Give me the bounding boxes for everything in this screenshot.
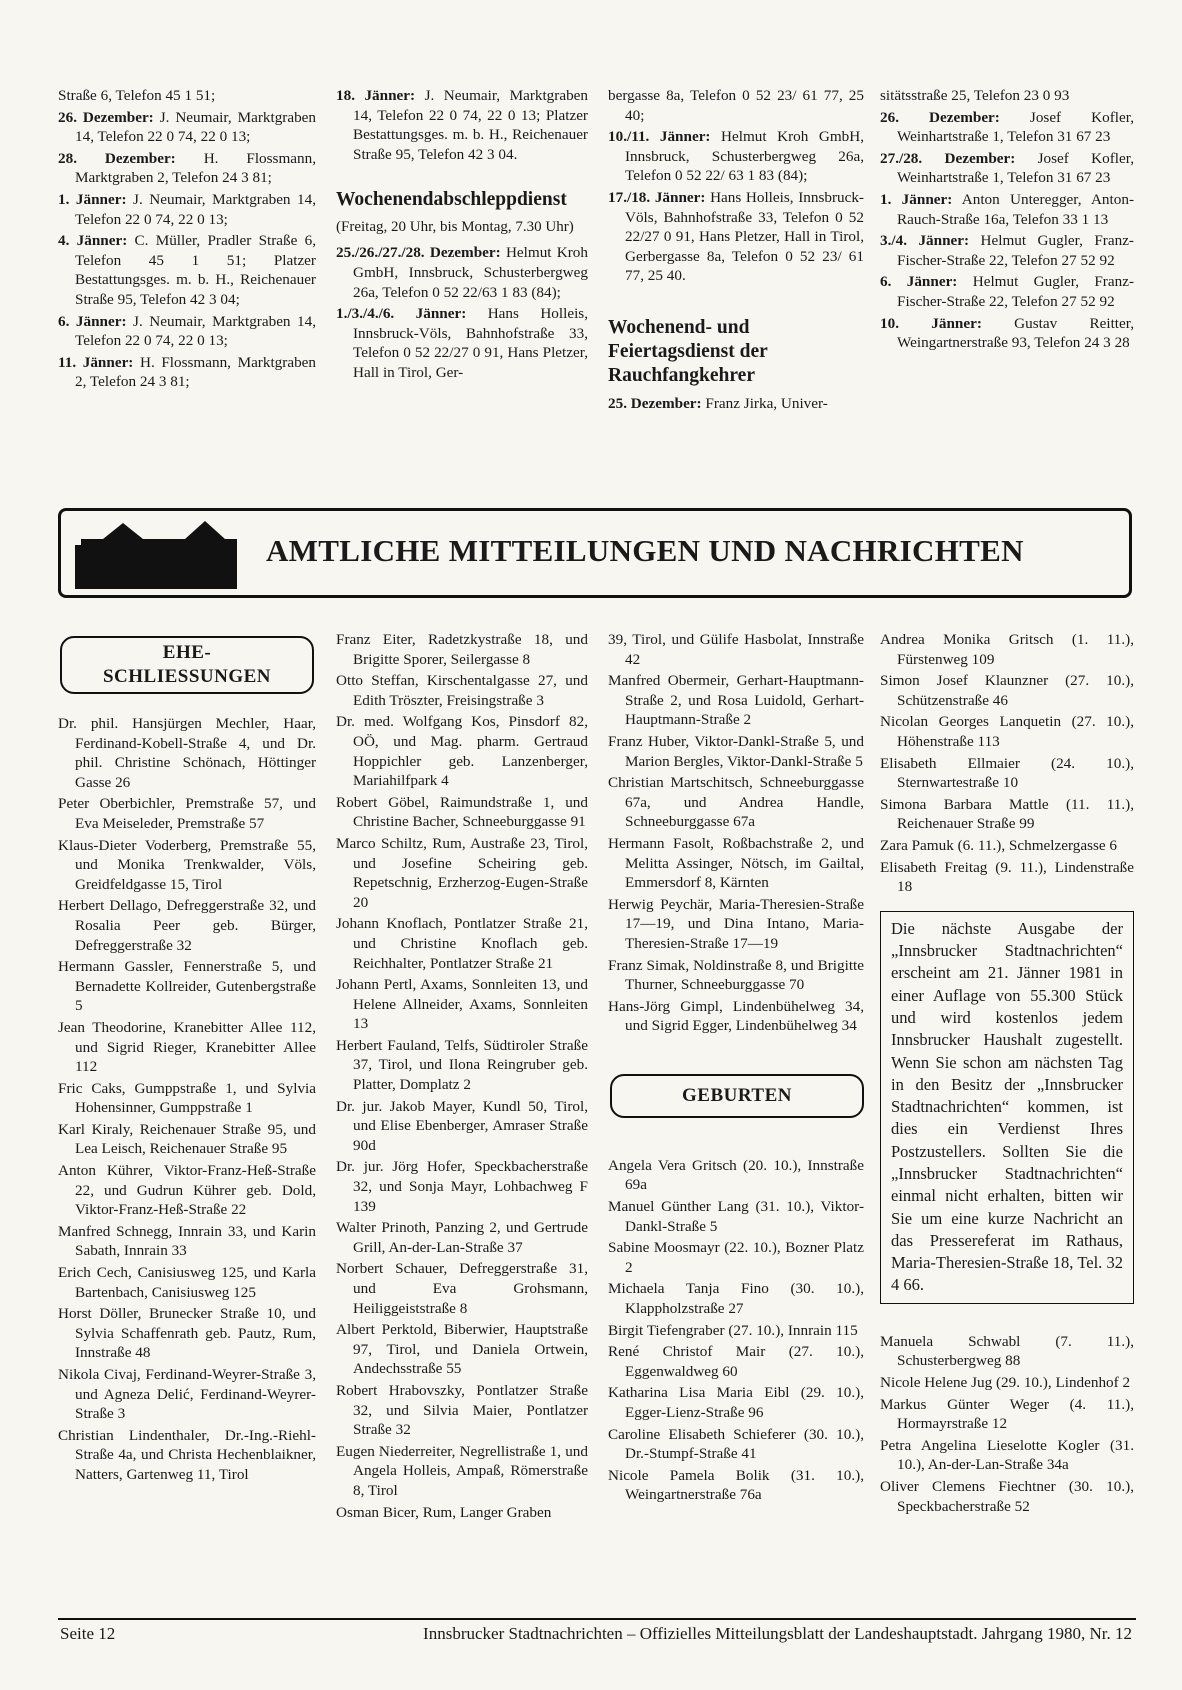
towing-entries-continued [608,86,864,286]
entry-text: J. Neumair, Marktgraben 14, Telefon 22 0 74, 22 0 13; [75,108,317,146]
list-entry: Markus Günter Weger (4. 11.), Hormayrstraße 12 [880,1395,1134,1433]
list-entry: Simon Josef Klaunzner (27. 10.), Schützenstraße 46 [880,672,1134,709]
list-entry: Norbert Schauer, Defreggerstraße 31, und Eva Grohsmann, Heiliggeiststraße 8 [336,1260,588,1317]
entry-text: Franz Jirka, Univer- [705,394,828,412]
chimney-sweep-heading: Wochenend- und Feiertagsdienst der Rauchfangkehrer [608,316,768,386]
entry-date: 18. Jänner: [336,87,416,104]
list-entry: Christian Martschitsch, Schneeburggasse 67a, und Andrea Handle, Schneeburggasse 67a [608,774,864,831]
entry-date: 10. Jänner: [880,314,982,332]
entry-text: Anton Unteregger, Anton-Rauch-Straße 16a, Telefon 33 1 13 [897,190,1134,228]
list-entry: Eugen Niederreiter, Negrellistraße 1, und Angela Holleis, Ampaß, Römerstraße 8, Tirol [336,1442,588,1499]
entry-date: 25./26./27./28. Dezember: [336,244,501,262]
entry-text: Helmut Gugler, Franz-Fischer-Straße 22, Telefon 27 52 92 [897,273,1134,310]
list-entry: Simona Barbara Mattle (11. 11.), Reichenauer Straße 99 [880,795,1134,833]
city-towers-logo-icon [73,515,243,593]
entry-text: H. Flossmann, Marktgraben 2, Telefon 24 3 81; [75,149,317,187]
list-entry [880,86,1134,106]
list-entry: Johann Knoflach, Pontlatzer Straße 21, und Christine Knoflach geb. Reichhalter, Pontlatzer Straße 21 [336,915,588,972]
entry-date: 6. Jänner: [58,312,127,330]
entry-date: 27./28. Dezember: [880,149,1016,167]
list-entry: Christian Lindenthaler, Dr.-Ing.-Riehl-Straße 4a, und Christa Hechenblaikner, Natters, Gartenweg 11, Tirol [58,1426,316,1483]
marriages-heading-line2: SCHLIESSUNGEN [102,666,272,687]
list-entry: Angela Vera Gritsch (20. 10.), Innstraße 69a [608,1156,864,1194]
births-list-3 [880,1332,1134,1516]
list-entry: Marco Schiltz, Rum, Austraße 23, Tirol, und Josefine Scheiring geb. Repetschnig, Erzherzog-Eugen-Straße 20 [336,834,588,911]
top-column-4 [880,86,1134,355]
entry-date: 3./4. Jänner: [880,232,970,250]
list-entry: Andrea Monika Gritsch (1. 11.), Fürstenweg 109 [880,631,1134,668]
list-entry: Erich Cech, Canisiusweg 125, und Karla Bartenbach, Canisiusweg 125 [58,1264,316,1301]
entry-text: H. Flossmann, Marktgraben 2, Telefon 24 3 81; [75,353,317,391]
next-issue-notice: Die nächste Ausgabe der „Innsbrucker Stadtnachrichten“ erscheint am 21. Jänner 1981 in einer Auflage von 55.300 Stück und wird kostenlos jedem Innsbrucker Haushalt zugestellt. Wenn Sie schon am nächsten Tag in den Besitz der „Innsbrucker Stadtnachrichten“ kommen, ist dies ein Verdienst Ihres Postzustellers. Sollten Sie die „Innsbrucker Stadtnachrichten“ einmal nicht erhalten, bitten wir Sie um eine kurze Nachricht an das Pressereferat im Rathaus, Maria-Theresien-Straße 18, Tel. 32 4 66. [880,911,1134,1304]
list-entry [880,149,1134,188]
list-entry: Franz Simak, Noldinstraße 8, und Brigitte Thurner, Schneeburggasse 70 [608,956,864,994]
entry-date: 1. Jänner: [880,190,953,208]
list-entry: Franz Eiter, Radetzkystraße 18, und Brigitte Sporer, Seilergasse 8 [336,631,588,668]
funeral-entries-continued [336,86,588,164]
list-entry: Dr. med. Wolfgang Kos, Pinsdorf 82, OÖ, und Mag. pharm. Gertraud Hoppichler geb. Lanzenberger, Mariahilfpark 4 [336,713,588,790]
list-entry: Hans-Jörg Gimpl, Lindenbühelweg 34, und Sigrid Egger, Lindenbühelweg 34 [608,997,864,1035]
marriages-list-1 [58,714,316,1485]
towing-heading: Wochenendabschleppdienst [336,189,567,211]
entry-date: 1. Jänner: [58,190,127,208]
list-entry: Nicolan Georges Lanquetin (27. 10.), Höhenstraße 113 [880,713,1134,750]
list-entry [58,108,316,147]
entry-date: 6. Jänner: [880,273,958,291]
list-entry: Manfred Obermeir, Gerhart-Hauptmann-Straße 2, und Rosa Luidold, Gerhart-Hauptmann-Straße 2 [608,672,864,729]
entry-text: J. Neumair, Marktgraben 14, Telefon 22 0 74, 22 0 13; [75,190,317,228]
entry-date: 17./18. Jänner: [608,188,706,206]
list-entry [880,190,1134,229]
list-entry: Klaus-Dieter Voderberg, Premstraße 55, und Monika Trenkwalder, Völs, Greidfeldgasse 15, Tirol [58,836,316,893]
list-entry: Osman Bicer, Rum, Langer Graben [336,1503,552,1521]
births-list-2 [880,630,1134,897]
list-entry: René Christof Mair (27. 10.), Eggenwaldweg 60 [608,1343,864,1380]
entry-text: bergasse 8a, Telefon 0 52 23/ 61 77, 25 40; [608,87,864,124]
list-entry: Petra Angelina Lieselotte Kogler (31. 10.), An-der-Lan-Straße 34a [880,1436,1134,1474]
list-entry: Oliver Clemens Fiechtner (30. 10.), Speckbacherstraße 52 [880,1477,1134,1515]
list-entry: Nicole Helene Jug (29. 10.), Lindenhof 2 [880,1373,1131,1391]
page-number: Seite 12 [60,1624,116,1643]
entry-date: 10./11. Jänner: [608,128,711,146]
list-entry: Jean Theodorine, Kranebitter Allee 112, und Sigrid Rieger, Kranebitter Allee 112 [58,1018,316,1076]
list-entry: 39, Tirol, und Gülife Hasbolat, Innstraße 42 [608,631,864,668]
list-entry: Michaela Tanja Fino (30. 10.), Klappholzstraße 27 [608,1280,864,1318]
marriages-column-2 [336,630,588,1524]
list-entry: Herbert Dellago, Defreggerstraße 32, und Rosalia Peer geb. Bürger, Defreggerstraße 32 [58,897,316,954]
list-entry [58,353,316,392]
entry-date: 4. Jänner: [58,232,128,250]
list-entry: Elisabeth Freitag (9. 11.), Lindenstraße 18 [880,858,1134,896]
list-entry [608,86,864,125]
banner-title: AMTLICHE MITTEILUNGEN UND NACHRICHTEN [266,533,1024,568]
list-entry [58,231,316,309]
list-entry: Karl Kiraly, Reichenauer Straße 95, und Lea Leisch, Reichenauer Straße 95 [58,1120,316,1158]
list-entry [880,314,1134,353]
list-entry: Franz Huber, Viktor-Dankl-Straße 5, und Marion Bergles, Viktor-Dankl-Straße 5 [608,732,864,770]
entry-text: Gustav Reitter, Weingartnerstraße 93, Telefon 24 3 28 [897,314,1134,352]
list-entry [336,304,588,382]
list-entry: Herbert Fauland, Telfs, Südtiroler Straße 37, Tirol, und Ilona Reingruber geb. Platter, Domplatz 2 [336,1036,588,1094]
publication-line: Innsbrucker Stadtnachrichten – Offizielles Mitteilungsblatt der Landeshauptstadt. Jahrgang 1980, Nr. 12 [423,1624,1132,1643]
towing-entries [336,243,588,382]
list-entry: Dr. jur. Jakob Mayer, Kundl 50, Tirol, und Elise Ebenberger, Amraser Straße 90d [336,1097,588,1154]
list-entry: Elisabeth Ellmaier (24. 10.), Sternwartestraße 10 [880,754,1134,792]
list-entry: Sabine Moosmayr (22. 10.), Bozner Platz 2 [608,1239,864,1276]
entry-date: 26. Dezember: [880,108,1000,126]
top-column-1 [58,86,316,394]
list-entry: Dr. phil. Hansjürgen Mechler, Haar, Ferdinand-Kobell-Straße 4, und Dr. phil. Christine Schönach, Höttinger Gasse 26 [58,715,316,791]
entry-text: J. Neumair, Marktgraben 14, Telefon 22 0 74, 22 0 13; Platzer Bestattungsges. m. b. H., Reichenauer Straße 95, Telefon 42 3 04. [353,87,589,163]
entry-text: Hans Holleis, Innsbruck-Völs, Bahnhofstraße 33, Telefon 0 52 22/27 0 91, Hans Pletzer, Hall in Tirol, Ger- [353,305,588,381]
entry-text: Josef Kofler, Weinhartstraße 1, Telefon 31 67 23 [897,108,1134,146]
towing-hours: (Freitag, 20 Uhr, bis Montag, 7.30 Uhr) [336,219,574,236]
list-entry: Hermann Gassler, Fennerstraße 5, und Bernadette Kollreider, Gutenbergstraße 5 [58,958,316,1015]
list-entry [336,86,588,164]
list-entry: Manfred Schnegg, Innrain 33, und Karin Sabath, Innrain 33 [58,1222,316,1260]
entry-date: 26. Dezember: [58,108,154,126]
entry-text: Helmut Gugler, Franz-Fischer-Straße 22, Telefon 27 52 92 [897,232,1134,269]
list-entry [608,188,864,286]
list-entry [880,272,1134,311]
entry-text: Josef Kofler, Weinhartstraße 1, Telefon 31 67 23 [897,149,1134,187]
entry-date: 1./3./4./6. Jänner: [336,305,467,323]
births-column-2 [880,630,1134,1518]
marriages-column-1 [58,630,316,1487]
chimney-sweep-entries [608,394,864,414]
list-entry: Zara Pamuk (6. 11.), Schmelzergasse 6 [880,836,1118,854]
entry-date: 28. Dezember: [58,149,176,167]
list-entry [58,190,316,229]
entry-date: 11. Jänner: [58,353,134,371]
list-entry [58,312,316,351]
list-entry [880,108,1134,147]
list-entry [608,127,864,186]
list-entry: Peter Oberbichler, Premstraße 57, und Eva Meiseleder, Premstraße 57 [58,795,316,832]
list-entry: Herwig Peychär, Maria-Theresien-Straße 17—19, und Dina Intano, Maria-Theresien-Straße 17—19 [608,895,864,952]
list-entry: Manuela Schwabl (7. 11.), Schusterbergweg 88 [880,1332,1134,1370]
list-entry: Robert Göbel, Raimundstraße 1, und Christine Bacher, Schneeburggasse 91 [336,793,588,831]
list-entry: Johann Pertl, Axams, Sonnleiten 13, und Helene Allneider, Axams, Sonnleiten 13 [336,976,588,1033]
entry-date: 25. Dezember: [608,394,702,412]
list-entry: Fric Caks, Gumppstraße 1, und Sylvia Hohensinner, Gumppstraße 1 [58,1079,316,1117]
top-column-3 [608,86,864,416]
list-entry [880,231,1134,270]
list-entry: Robert Hrabovszky, Pontlatzer Straße 32, und Silvia Maier, Pontlatzer Straße 32 [336,1381,588,1439]
list-entry [58,149,316,188]
list-entry: Otto Steffan, Kirschentalgasse 27, und Edith Tröszter, Freisingstraße 3 [336,672,588,709]
official-announcements-banner [58,508,1132,598]
marriages-list-3 [608,630,864,1036]
list-entry: Nikola Civaj, Ferdinand-Weyrer-Straße 3, und Agneza Delić, Ferdinand-Weyrer-Straße 3 [58,1366,316,1423]
marriages-heading-line1: EHE- [162,642,212,663]
marriages-column-3 [608,630,864,1507]
entry-text: C. Müller, Pradler Straße 6, Telefon 45 1 51; Platzer Bestattungsges. m. b. H., Reichenauer Straße 95, Telefon 42 3 04; [75,232,317,308]
entry-text: sitätsstraße 25, Telefon 23 0 93 [880,87,1070,104]
list-entry: Caroline Elisabeth Schieferer (30. 10.), Dr.-Stumpf-Straße 41 [608,1425,864,1463]
list-entry: Horst Döller, Brunecker Straße 10, und Sylvia Schaffenrath geb. Pautz, Rum, Innstraße 48 [58,1305,316,1362]
entry-text: J. Neumair, Marktgraben 14, Telefon 22 0 74, 22 0 13; [75,312,317,350]
list-entry: Birgit Tiefengraber (27. 10.), Innrain 115 [608,1321,858,1339]
list-entry [58,86,316,106]
top-column-2 [336,86,588,385]
list-entry: Albert Perktold, Biberwier, Hauptstraße 97, Tirol, und Daniela Ortwein, Andechsstraße 55 [336,1321,588,1378]
list-entry: Katharina Lisa Maria Eibl (29. 10.), Egger-Lienz-Straße 96 [608,1384,864,1421]
page-footer [58,1618,1136,1643]
entry-text: Helmut Kroh GmbH, Innsbruck, Schusterbergweg 26a, Telefon 0 52 22/63 1 83 (84); [353,244,588,301]
entry-text: Hans Holleis, Innsbruck-Völs, Bahnhofstraße 33, Telefon 0 52 22/27 0 91, Hans Pletzer, Hall in Tirol, Gerbergasse 8a, Telefon 0 52 23/ 61 77, 25 40. [625,188,864,285]
entry-text: Helmut Kroh GmbH, Innsbruck, Schusterbergweg 26a, Telefon 0 52 22/ 63 1 83 (84); [625,128,864,185]
births-list-1 [608,1156,864,1505]
list-entry: Walter Prinoth, Panzing 2, und Gertrude Grill, An-der-Lan-Straße 37 [336,1219,588,1256]
list-entry: Manuel Günther Lang (31. 10.), Viktor-Dankl-Straße 5 [608,1198,864,1235]
list-entry: Dr. jur. Jörg Hofer, Speckbacherstraße 32, und Sonja Mayr, Lohbachweg F 139 [336,1158,588,1215]
list-entry [608,394,864,414]
list-entry: Anton Kührer, Viktor-Franz-Heß-Straße 22, und Gudrun Kührer geb. Dold, Viktor-Franz-Heß-Straße 22 [58,1162,316,1219]
marriages-heading [60,636,314,694]
list-entry: Nicole Pamela Bolik (31. 10.), Weingartnerstraße 76a [608,1466,864,1504]
births-heading: GEBURTEN [610,1074,864,1118]
list-entry: Hermann Fasolt, Roßbachstraße 2, und Melitta Assinger, Nötsch, im Gailtal, Emmersdorf 8, Kärnten [608,834,864,892]
list-entry [336,243,588,302]
entry-text: Straße 6, Telefon 45 1 51; [58,87,216,104]
